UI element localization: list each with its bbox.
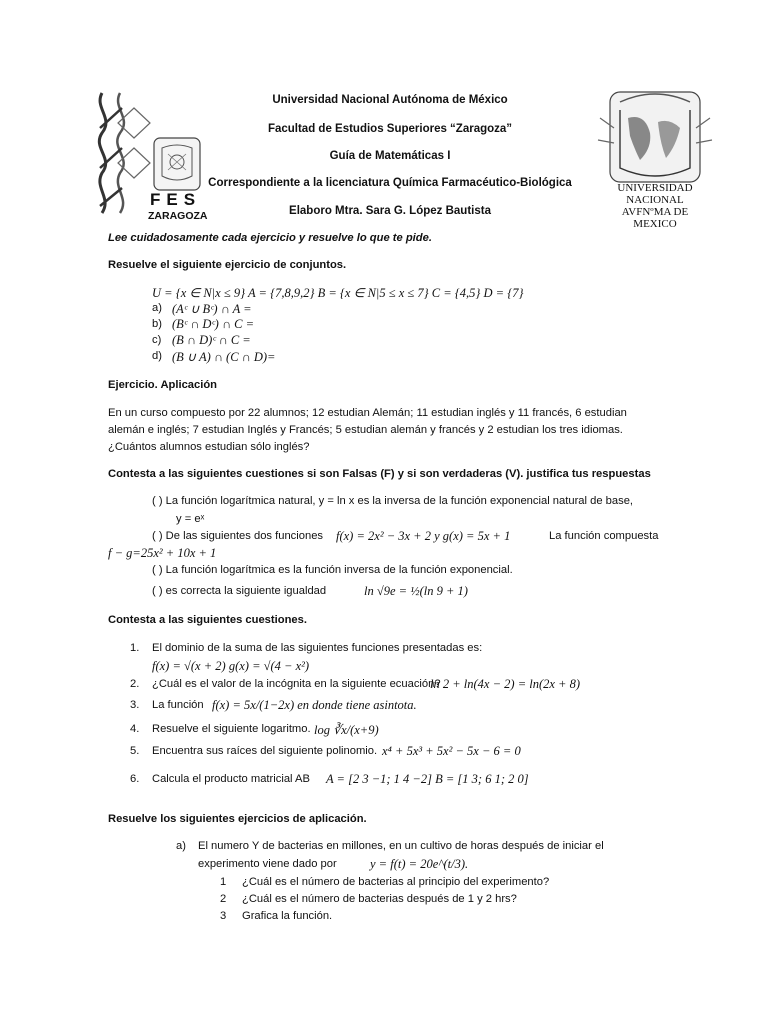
question-6-text: Calcula el producto matricial AB — [152, 773, 310, 785]
application-line1: En un curso compuesto por 22 alumnos; 12 estudian Alemán; 11 estudian inglés y 11 francés, 6 estudian — [108, 407, 627, 419]
truefalse-q2-composite: f − g=25x² + 10x + 1 — [108, 546, 217, 560]
question-6-number: 6. — [130, 773, 140, 785]
header-program: Correspondiente a la licenciatura Química Farmacéutico-Biológica — [208, 177, 572, 189]
header-university: Universidad Nacional Autónoma de México — [272, 94, 508, 106]
word-sub-3-number: 3 — [220, 910, 227, 922]
application-title: Ejercicio. Aplicación — [108, 379, 218, 391]
word-sub-1-number: 1 — [220, 876, 227, 888]
unam-seal-line3: MEXICO — [633, 218, 677, 230]
fes-logo-subtext: ZARAGOZA — [148, 210, 208, 222]
question-4-math: log ∛x/(x+9) — [314, 723, 379, 737]
application-line3: ¿Cuántos alumnos estudian sólo inglés? — [108, 441, 310, 453]
sets-item-b: (Bᶜ ∩ Dᶜ) ∩ C = — [172, 317, 255, 331]
unam-seal-line1: UNIVERSIDAD NACIONAL — [617, 182, 693, 206]
truefalse-q2-tail: La función compuesta — [549, 530, 659, 542]
question-2-text: ¿Cuál es el valor de la incógnita en la siguiente ecuación? — [152, 678, 441, 690]
word-line2: experimento viene dado por — [198, 858, 337, 870]
question-2-number: 2. — [130, 678, 140, 690]
header-guide: Guía de Matemáticas I — [329, 150, 451, 162]
question-2-math: ln 2 + ln(4x − 2) = ln(2x + 8) — [430, 677, 581, 691]
question-4-text: Resuelve el siguiente logaritmo. — [152, 723, 311, 735]
sets-item-b-label: b) — [152, 318, 162, 330]
word-sub-3-text: Grafica la función. — [242, 910, 333, 922]
truefalse-q3: ( ) La función logarítmica es la función inversa de la función exponencial. — [152, 564, 513, 576]
sets-title: Resuelve el siguiente ejercicio de conjuntos. — [108, 259, 347, 271]
sets-item-c: (B ∩ D)ᶜ ∩ C = — [172, 333, 251, 347]
application-line2: alemán e inglés; 7 estudian Inglés y Francés; 5 estudian alemán y francés y 2 estudian los tres idiomas. — [108, 424, 623, 436]
sets-item-a-label: a) — [152, 302, 162, 314]
question-1-text: El dominio de la suma de las siguientes funciones presentadas es: — [152, 642, 483, 654]
word-label: a) — [176, 840, 186, 852]
question-3-text: La función — [152, 699, 204, 711]
word-title: Resuelve los siguientes ejercicios de aplicación. — [108, 813, 367, 825]
header-author: Elaboro Mtra. Sara G. López Bautista — [289, 205, 491, 217]
questions-title: Contesta a las siguientes cuestiones. — [108, 614, 307, 626]
unam-seal-graphic — [590, 88, 720, 188]
question-4-number: 4. — [130, 723, 140, 735]
question-3-number: 3. — [130, 699, 140, 711]
sets-item-d: (B ∪ A) ∩ (C ∩ D)= — [172, 350, 276, 364]
fes-zaragoza-logo — [92, 88, 210, 228]
unam-seal-line2: AVFNºMA DE — [621, 206, 689, 218]
intro-instruction: Lee cuidadosamente cada ejercicio y resuelve lo que te pide. — [108, 232, 432, 244]
question-6-math: A = [2 3 −1; 1 4 −2] B = [1 3; 6 1; 2 0] — [326, 772, 529, 786]
truefalse-q1-formula: y = eˣ — [176, 513, 205, 525]
truefalse-q4-label: ( ) es correcta la siguiente igualdad — [152, 585, 327, 597]
sets-item-a: (Aᶜ ∪ Bᶜ) ∩ A = — [172, 302, 252, 316]
word-math: y = f(t) = 20e^(t/3). — [370, 857, 469, 871]
question-1-number: 1. — [130, 642, 140, 654]
word-sub-2-number: 2 — [220, 893, 227, 905]
question-1-math: f(x) = √(x + 2) g(x) = √(4 − x²) — [152, 659, 310, 673]
unam-seal-logo — [590, 88, 720, 228]
truefalse-q2-label: ( ) De las siguientes dos funciones — [152, 530, 324, 542]
truefalse-title: Contesta a las siguientes cuestiones si son Falsas (F) y si son verdaderas (V). justifica tus respuestas — [108, 468, 651, 480]
question-5-number: 5. — [130, 745, 140, 757]
question-5-math: x⁴ + 5x³ + 5x² − 5x − 6 = 0 — [382, 744, 521, 758]
sets-definition: U = {x ∈ N|x ≤ 9} A = {7,8,9,2} B = {x ∈ N|5 ≤ x ≤ 7} C = {4,5} D = {7} — [152, 286, 524, 300]
question-5-text: Encuentra sus raíces del siguiente polinomio. — [152, 745, 378, 757]
sets-item-d-label: d) — [152, 350, 162, 362]
question-3-math: f(x) = 5x/(1−2x) en donde tiene asintota. — [212, 698, 417, 712]
word-line1: El numero Y de bacterias en millones, en un cultivo de horas después de iniciar el — [198, 840, 604, 852]
fes-logo-text: FES — [150, 190, 202, 209]
truefalse-q4-equation: ln √9e = ½(ln 9 + 1) — [364, 584, 468, 598]
sets-item-c-label: c) — [152, 334, 162, 346]
header-faculty: Facultad de Estudios Superiores “Zaragoza” — [267, 123, 513, 135]
unam-seal-text — [590, 182, 720, 230]
truefalse-q1: ( ) La función logarítmica natural, y = ln x es la inversa de la función exponencial natural de base, — [152, 495, 634, 507]
word-sub-2-text: ¿Cuál es el número de bacterias después de 1 y 2 hrs? — [242, 893, 517, 905]
truefalse-q2-functions: f(x) = 2x² − 3x + 2 y g(x) = 5x + 1 — [336, 529, 511, 543]
word-sub-1-text: ¿Cuál es el número de bacterias al principio del experimento? — [242, 876, 550, 888]
